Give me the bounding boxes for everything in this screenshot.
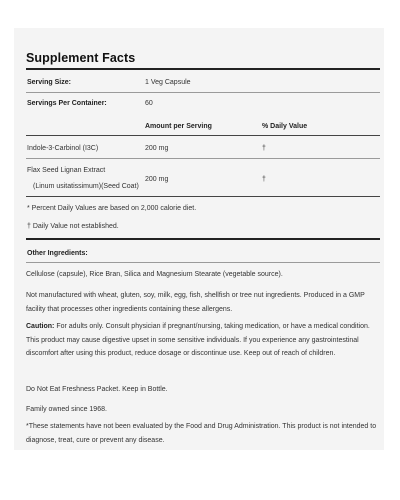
divider (26, 92, 380, 93)
table-row-dv: † (262, 176, 266, 183)
caution-text: For adults only. Consult physician if pregnant/nursing, taking medication, or have a medical condition. This product may cause digestive upset in some sensitive individuals. If you experience any gastrointestinal discomfort after using this product, reduce dosage or discontinue use. Keep out of reach of children. (26, 323, 370, 357)
family-owned-statement: Family owned since 1968. (26, 406, 107, 413)
table-row-amount: 200 mg (145, 145, 169, 152)
table-bottom-rule (26, 196, 380, 197)
table-row-dv: † (262, 145, 266, 152)
title-rule (26, 68, 380, 70)
fda-disclaimer: *These statements have not been evaluated by the Food and Drug Administration. This product is not intended to diagnose, treat, cure or prevent any disease. (26, 423, 377, 444)
servings-per-container-label: Servings Per Container: (27, 100, 107, 107)
table-row-name: Indole-3-Carbinol (I3C) (27, 145, 99, 152)
allergen-statement: Not manufactured with wheat, gluten, soy, milk, egg, fish, shellfish or tree nut ingredients. Produced in a GMP facility that processes other ingredients containing these allergens. (26, 292, 365, 313)
divider (26, 158, 380, 159)
section-rule (26, 238, 380, 240)
other-ingredients-text: Cellulose (capsule), Rice Bran, Silica and Magnesium Stearate (vegetable source). (26, 271, 283, 278)
caution-statement (26, 320, 378, 361)
serving-size-label: Serving Size: (27, 79, 71, 86)
divider (26, 262, 380, 263)
footnote-daily-value-not-established: † Daily Value not established. (27, 223, 119, 230)
daily-value-header: % Daily Value (262, 123, 308, 130)
table-header-rule (26, 135, 380, 136)
page-title: Supplement Facts (26, 51, 136, 65)
table-row-name: Flax Seed Lignan Extract (27, 167, 106, 174)
footnote-percent-daily-value: * Percent Daily Values are based on 2,000 calorie diet. (27, 205, 197, 212)
table-row-subname: (Linum usitatissimum)(Seed Coat) (33, 183, 139, 190)
caution-label: Caution: (26, 323, 55, 330)
other-ingredients-heading: Other Ingredients: (27, 250, 88, 257)
serving-size-value: 1 Veg Capsule (145, 79, 191, 86)
table-row-amount: 200 mg (145, 176, 169, 183)
amount-per-serving-header: Amount per Serving (145, 123, 212, 130)
freshness-statement: Do Not Eat Freshness Packet. Keep in Bottle. (26, 386, 168, 393)
servings-per-container-value: 60 (145, 100, 153, 107)
